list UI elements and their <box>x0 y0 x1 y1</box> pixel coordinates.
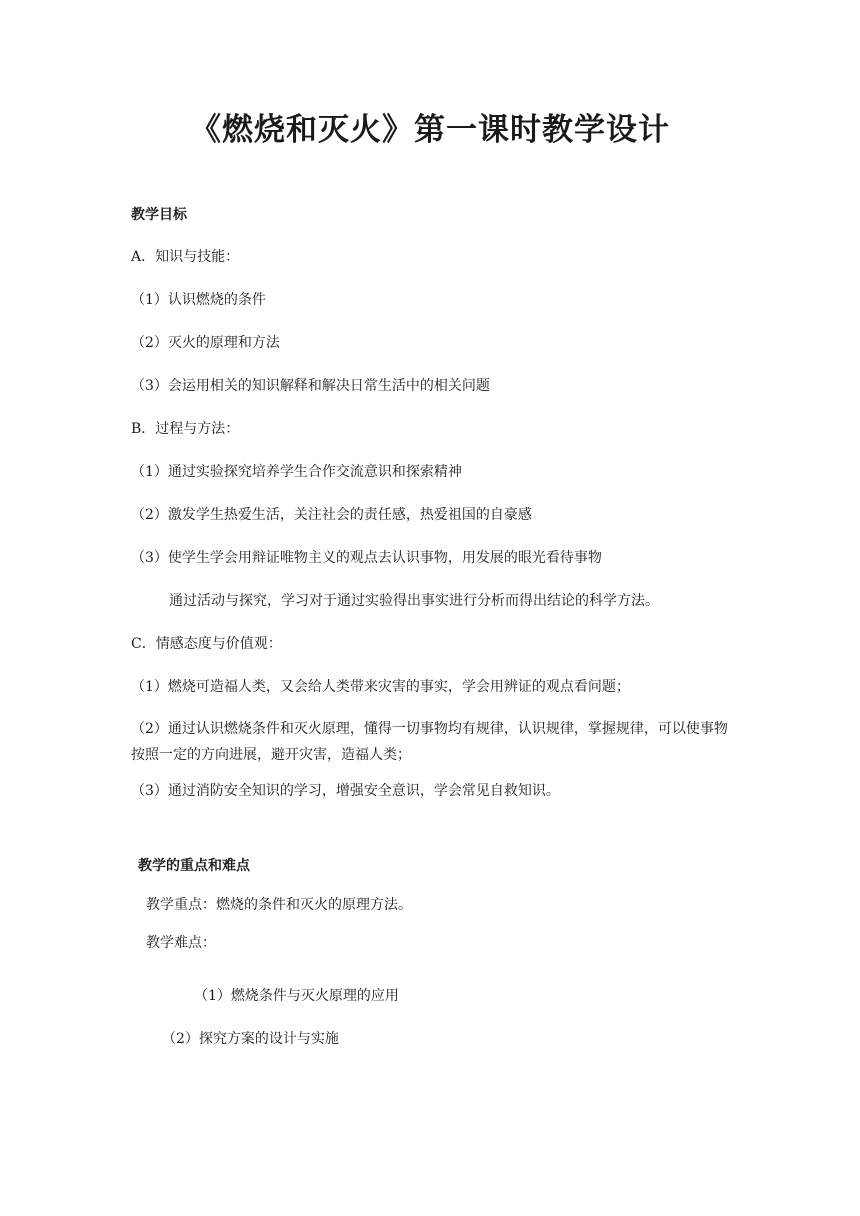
section-b-item: （2）激发学生热爱生活，关注社会的责任感，热爱祖国的自豪感 <box>131 507 532 523</box>
difficulty-item: （1）燃烧条件与灭火原理的应用 <box>194 988 399 1004</box>
section-c-item: （3）通过消防安全知识的学习，增强安全意识，学会常见自救知识。 <box>131 783 560 799</box>
section-b-paragraph: 通过活动与探究，学习对于通过实验得出事实进行分析而得出结论的科学方法。 <box>169 593 659 609</box>
teaching-difficulty-label: 教学难点： <box>146 935 216 951</box>
section-b-label: B．过程与方法： <box>131 421 240 437</box>
section-b-item: （1）通过实验探究培养学生合作交流意识和探索精神 <box>131 464 462 480</box>
section-a-item: （3）会运用相关的知识解释和解决日常生活中的相关问题 <box>131 378 490 394</box>
section-c-label: C．情感态度与价值观： <box>131 636 282 652</box>
teaching-focus: 教学重点：燃烧的条件和灭火的原理方法。 <box>146 897 412 913</box>
section-b-item: （3）使学生学会用辩证唯物主义的观点去认识事物，用发展的眼光看待事物 <box>131 550 602 566</box>
section-a-item: （1）认识燃烧的条件 <box>131 292 266 308</box>
section-a-label: A．知识与技能： <box>131 249 240 265</box>
section-c-item: （1）燃烧可造福人类，又会给人类带来灾害的事实，学会用辨证的观点看问题； <box>131 679 630 695</box>
document-title: 《燃烧和灭火》第一课时教学设计 <box>190 112 670 148</box>
section-a-item: （2）灭火的原理和方法 <box>131 335 280 351</box>
objectives-heading: 教学目标 <box>131 207 187 223</box>
key-points-heading: 教学的重点和难点 <box>138 858 250 874</box>
difficulty-item: （2）探究方案的设计与实施 <box>162 1031 339 1047</box>
section-c-item: （2）通过认识燃烧条件和灭火原理，懂得一切事物均有规律，认识规律，掌握规律，可以使事物按照一定的方向进展，避开灾害，造福人类； <box>131 721 728 763</box>
